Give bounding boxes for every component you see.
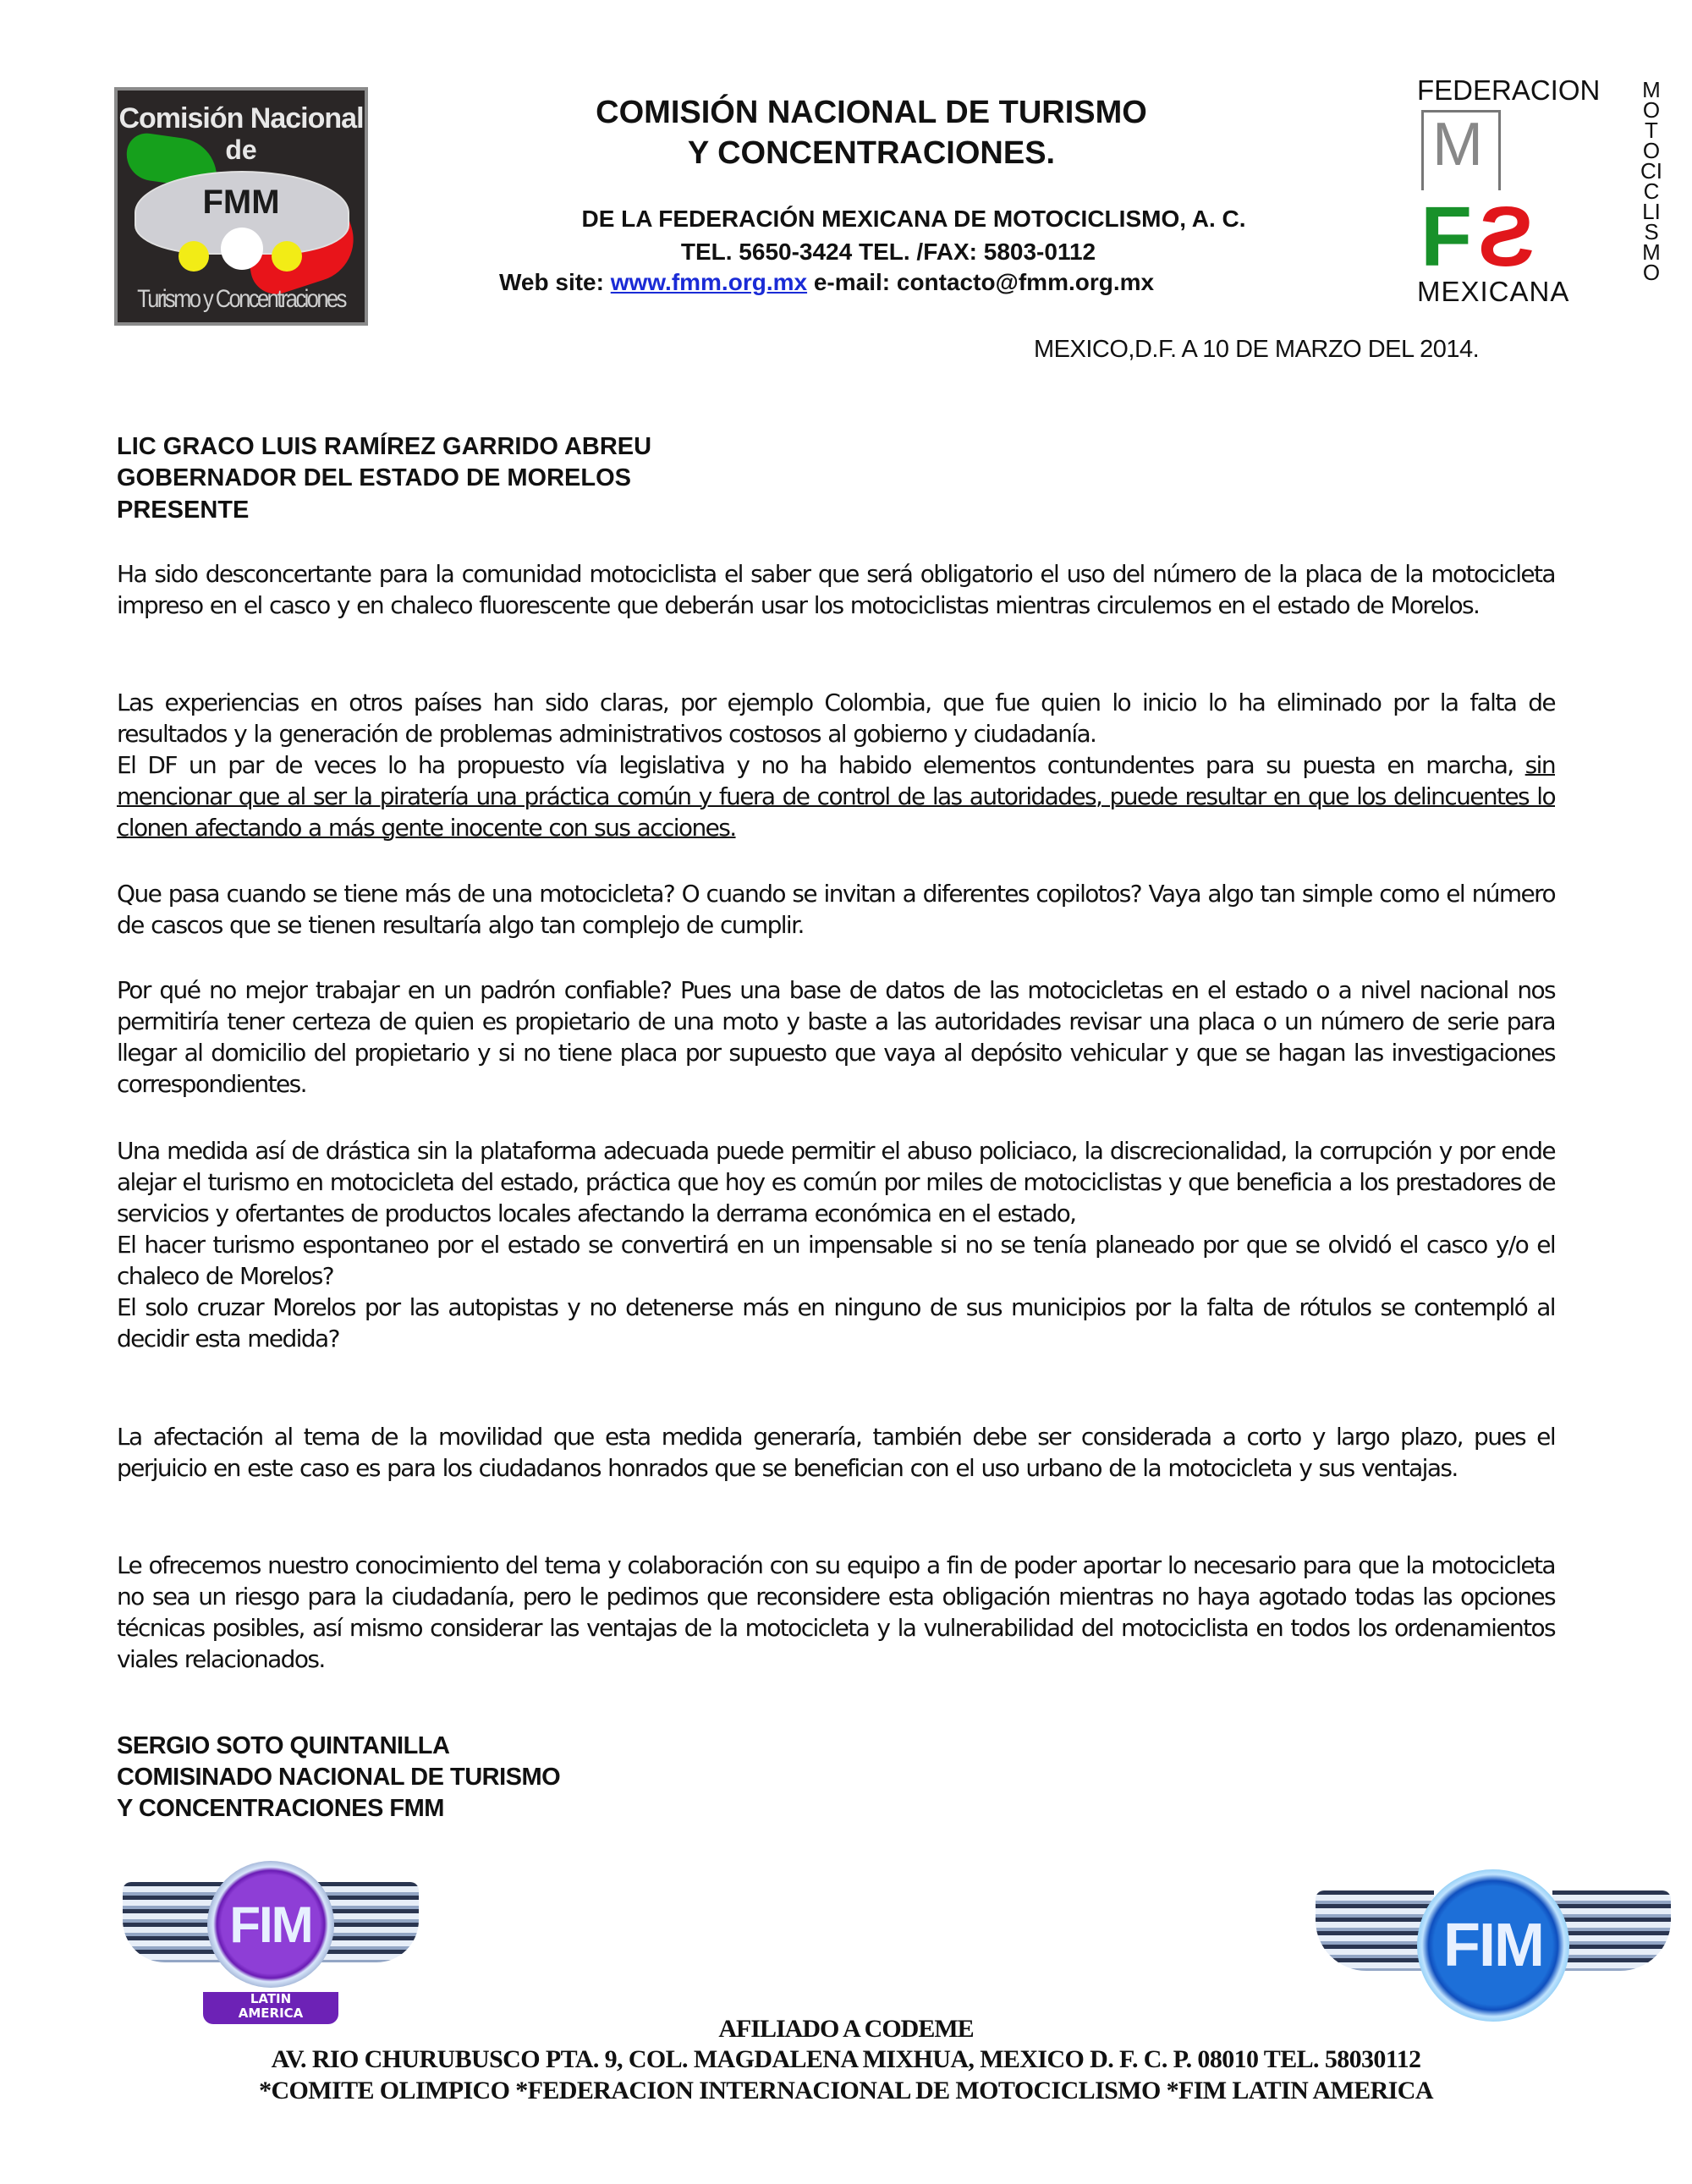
letterhead-contact [499,269,1154,296]
paragraph-text-underlined: sin mencionar que al ser la piratería una práctica común y fuera de control de las autoridades, puede resultar en que los delincuentes lo clonen afectando a más gente inocente con sus acciones. [117,751,1555,842]
paragraph-text [117,749,1555,843]
email-address: contacto@fmm.org.mx [896,269,1155,295]
signature-block [117,1731,560,1825]
signer-role-line1: COMISINADO NACIONAL DE TURISMO [117,1764,561,1791]
band-line2: AMERICA [238,2006,304,2021]
email-label: e-mail: [813,269,891,295]
logo-f-letter: F [1420,189,1473,284]
signer-role-line2: Y CONCENTRACIONES FMM [117,1795,444,1822]
website-link[interactable]: www.fmm.org.mx [610,269,808,295]
logo-text-bottom: Turismo y Concentraciones [137,285,345,313]
logo-m-dotted-icon: M [1432,111,1483,178]
paragraph-text: Que pasa cuando se tiene más de una motocicleta? O cuando se invitan a diferentes copilotos? Vaya algo tan simple como el número de cascos que se tienen resultaría algo tan complejo de cumplir. [117,880,1555,939]
logo-text-line2: de [225,134,257,165]
recipient-title: GOBERNADOR DEL ESTADO DE MORELOS [117,464,631,491]
commission-logo [114,87,368,326]
logo-motociclismo-vertical-text: MOTOCICLISMO [1640,77,1662,285]
paragraph-text: Las experiencias en otros países han sido claras, por ejemplo Colombia, que fue quien lo inicio lo ha eliminado por la falta de resultados y la generación de problemas administrativos costosos al gobierno y ciudadanía. [117,689,1555,748]
paragraph-6 [117,1421,1555,1484]
paragraph-text: El solo cruzar Morelos por las autopistas y no detenerse más en ninguno de sus municipios por la falta de rótulos se contempló al decidir esta medida? [117,1293,1555,1353]
paragraph-4 [117,974,1555,1100]
date-line: MEXICO,D.F. A 10 DE MARZO DEL 2014. [1034,336,1480,363]
logo-federacion-text: FEDERACION [1417,74,1601,106]
paragraph-3 [117,878,1555,941]
recipient-name: LIC GRACO LUIS RAMÍREZ GARRIDO ABREU [117,433,652,460]
headlight-icon [221,228,263,270]
wing-right-icon [1552,1890,1671,1971]
letterhead-phones: TEL. 5650-3424 TEL. /FAX: 5803-0112 [680,239,1096,265]
federation-logo [1417,74,1671,307]
logo-fmm-text: FMM [202,184,280,221]
logo-m-red-letter: Ƨ [1478,189,1535,284]
signer-name: SERGIO SOTO QUINTANILLA [117,1732,450,1759]
paragraph-text: El hacer turismo espontaneo por el estado se convertirá en un impensable si no se tenía planeado por que se olvidó el casco y/o el chaleco de Morelos? [117,1231,1555,1290]
footer-address: AV. RIO CHURUBUSCO PTA. 9, COL. MAGDALENA MIXHUA, MEXICO D. F. C. P. 08010 TEL. 58030112 [271,2045,1421,2073]
letterhead-title-line2: Y CONCENTRACIONES. [687,135,1056,171]
paragraph-text: Una medida así de drástica sin la plataforma adecuada puede permitir el abuso policiaco, la discrecionalidad, la corrupción y por ende alejar el turismo en motocicleta del estado, práctica que hoy es común por miles de motociclistas y que beneficia a los prestadores de servicios y ofertantes de productos locales afectando la derrama económica en el estado, [117,1137,1555,1227]
paragraph-2 [117,687,1555,843]
paragraph-text: Por qué no mejor trabajar en un padrón confiable? Pues una base de datos de las motocicletas en el estado o a nivel nacional nos permitiría tener certeza de quien es propietario de una moto y baste a las autoridades revisar una placa o un número de serie para llegar al domicilio del propietario y si no tiene placa por supuesto que vaya al depósito vehicular y que se hagan las investigaciones correspondientes. [117,976,1555,1098]
fim-emblem: FIM [1417,1869,1569,2022]
logo-mexicana-text: MEXICANA [1417,276,1570,307]
paragraph-text: Le ofrecemos nuestro conocimiento del tema y colaboración con su equipo a fin de poder aportar lo necesario para que la motocicleta no sea un riesgo para la ciudadanía, pero le pedimos que reconsidere esta obligación mientras no haya agotado todas las opciones técnicas posibles, así mismo considerar las ventajas de la motocicleta y la vulnerabilidad del motociclista en todos los ordenamientos viales relacionados. [117,1551,1555,1673]
headlight-icon [272,241,302,272]
fim-latin-america-logo [123,1857,419,2026]
footer-memberships: *COMITE OLIMPICO *FEDERACION INTERNACIONAL DE MOTOCICLISMO *FIM LATIN AMERICA [259,2077,1433,2104]
letterhead-title-line1: COMISIÓN NACIONAL DE TURISMO [596,95,1147,130]
paragraph-7 [117,1550,1555,1675]
band-line1: LATIN [250,1991,292,2006]
web-label: Web site: [499,269,604,295]
letterhead-subtitle: DE LA FEDERACIÓN MEXICANA DE MOTOCICLISMO, A. C. [581,206,1246,232]
wing-left-icon [1316,1890,1434,1971]
recipient-salutation: PRESENTE [117,497,250,524]
paragraph-text: Ha sido desconcertante para la comunidad motociclista el saber que será obligatorio el uso del número de la placa de la motocicleta impreso en el casco y en chaleco fluorescente que deberán usar los motociclistas mientras circulemos en el estado de Morelos. [117,560,1555,619]
footer-affiliation: AFILIADO A CODEME [718,2015,974,2043]
paragraph-text-plain: El DF un par de veces lo ha propuesto vía legislativa y no ha habido elementos contundentes para su puesta en marcha, [117,751,1525,779]
fim-emblem: FIM [207,1861,334,1988]
headlight-icon [179,241,209,272]
paragraph-text: La afectación al tema de la movilidad que esta medida generaría, también debe ser considerada a corto y largo plazo, pues el perjuicio en este caso es para los ciudadanos honrados que se benefician con el uso urbano de la motocicleta y sus ventajas. [117,1423,1555,1482]
paragraph-5 [117,1135,1555,1354]
paragraph-1 [117,558,1555,621]
logo-text-line1: Comisión Nacional [118,102,364,134]
